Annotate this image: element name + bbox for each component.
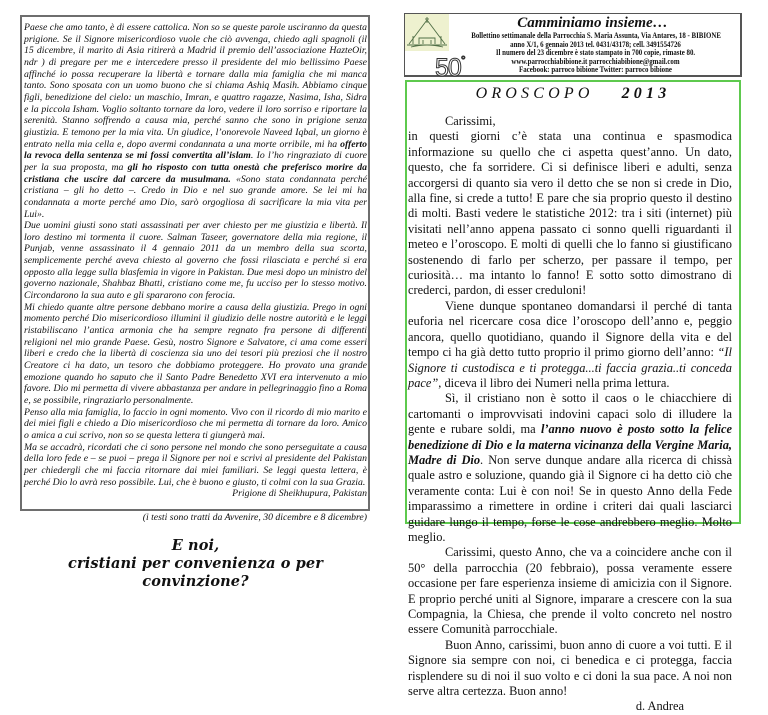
- quoted-text: “Il Signore ti custodisca e ti protegga...ti faccia grazia..ti conceda pace”: [408, 345, 732, 390]
- letter-paragraph: [24, 302, 367, 407]
- bulletin-info-line: Bollettino settimanale della Parrocchia S. Maria Assunta, Via Antares, 18 - BIBIONE: [471, 31, 721, 40]
- article-title: [407, 85, 739, 103]
- text-run: in questi giorni c’è stata una continua e spasmodica informazione su quello che ci aspetta quest’anno. Un dato, questo, che fa sorridere. Ci si definisce liberi e adulti, senza accorgersi di quanto sia vero il detto che se non si crede in Dio, alla fine, si crede a tutto! E pare che sia proprio questo il destino di molti. Basti vedere le statistiche 2012: tra i siti (internet) più visitati nell’anno appena passato ci sonno quelli riguardanti il meteo e l’oroscopo. E molti di quelli che lo fanno si giustificano sostenendo di farlo per scherzo, per passare il tempo, per curiosità… ma intanto lo fanno! E sotto sotto dimostrano di crederci, pardon, di esser creduloni!: [408, 129, 732, 298]
- letter-box: [20, 15, 370, 590]
- bulletin-info-line: anno X/1, 6 gennaio 2013 tel. 0431/43178; cell. 3491554726: [510, 39, 681, 49]
- emphasized-text: offerto la revoca della sentenza se mi fossi convertita all’islam: [24, 138, 367, 162]
- article-paragraph: [408, 129, 732, 298]
- church-logo-icon: [405, 14, 449, 51]
- text-run: Buon Anno, carissimi, buon anno di cuore a voi tutti. E il Signore sia sempre con noi, ci benedica e ci protegga, faccia risplendere su di noi il suo volto e ci doni la sua pace. A noi non serve altra certezza. Buon anno!: [408, 637, 732, 699]
- article-signature: d. Andrea: [635, 699, 684, 714]
- bulletin-header: [404, 13, 742, 82]
- emphasized-text: gli ho risposto con tutta onestà che preferisco morire da cristiana che uscire dal carcere da musulmana.: [24, 161, 367, 185]
- article-title-word: OROSCOPO: [475, 85, 594, 102]
- text-run: Due uomini giusti sono stati assassinati per aver chiesto per me giustizia e libertà. Il loro destino mi tormenta il cuore. Salman Taseer, governatore della mia regione, il Punjab, venne assassinato il 4 gennaio 2011 da un membro della sua scorta, semplicemente perché aveva chiesto al governo che fossi rilasciata e perché si era opposto alla legge sulla blasfemia in vigore in Pakistan. Due mesi dopo un ministro del governo nazionale, Shahbaz Bhatti, cristiano come me, fu ucciso per lo stesso motivo. Circondarono la sua auto e gli spararono con ferocia.: [24, 220, 367, 302]
- text-run: . Non serve dunque andare alla ricerca di chissà quale astro e soluzione, quando già il Signore ci ha detto ciò che veramente conta: Lui è con noi! Se in questo Anno della Fede imparassimo a rimettere in ordine i criteri dai quali lasciarci guidare lungo il tempo, forse le cose andrebbero meglio. Molto meglio.: [408, 452, 732, 544]
- bulletin-website-line: www.parrocchiabibione.it parrocchiabibione@gmail.com: [511, 56, 680, 66]
- letter-paragraph: [24, 220, 367, 302]
- letter-paragraph: [24, 22, 367, 220]
- article-paragraph: [408, 545, 732, 637]
- article-paragraph: [408, 638, 732, 700]
- letter-body: [24, 17, 367, 488]
- emphasized-text: l’anno nuovo è posto sotto la felice benedizione di Dio e la materna vicinanza della Vergine Maria, Madre di Dio: [408, 422, 732, 467]
- bulletin-title: Camminiamo insieme…: [517, 15, 668, 31]
- anniversary-degree: °: [460, 53, 465, 67]
- article-year: 2013: [621, 85, 671, 102]
- text-run: Carissimi,: [445, 114, 496, 128]
- text-run: . Io l’ho ringraziato di cuore per la sua proposta, ma: [24, 150, 367, 173]
- bulletin-info-line: Il numero del 23 dicembre è stato stampato in 700 copie, rimaste 80.: [495, 48, 696, 58]
- bulletin-info: [451, 32, 740, 75]
- closing-question: [24, 537, 367, 591]
- article-body: [408, 114, 732, 715]
- article-paragraph: [408, 114, 732, 129]
- closing-line-1: E noi,: [171, 536, 220, 554]
- text-run: , diceva il libro dei Numeri nella prima lettura.: [438, 375, 670, 390]
- letter-paragraph: [24, 407, 367, 442]
- text-run: Viene dunque spontaneo domandarsi il perché di tanta euforia nel ricercare cosa dice l’oroscopo dell’anno e, peggio ancora, quello quotidiano, quando il Signore della vita e del tempo ci ha già detto tutto proprio il primo giorno dell’anno:: [408, 298, 732, 360]
- article-paragraph: [408, 391, 732, 545]
- closing-line-2: cristiani per convenienza o per convinzione?: [68, 554, 323, 590]
- anniversary-number: 50: [435, 54, 461, 82]
- text-run: «Sono stata condannata perché cristiana – gli ho detto –. Credo in Dio e nel suo grande amore. Se lei mi ha condannata a morte perché amo Dio, sarò orgogliosa di sacrificare la mia vita per Lui».: [24, 173, 367, 220]
- letter-signature: Prigione di Sheikhupura, Pakistan: [232, 488, 367, 500]
- article-paragraph: [408, 299, 732, 391]
- text-run: Carissimi, questo Anno, che va a coincidere anche con il 50° della parrocchia (20 febbraio), possa veramente essere occasione per fare esperienza insieme di amicizia con il Signore. E proprio perché uniti al Signore, imparare a crescere con la sua Compagnia, la Chiesa, che prende il volto concreto nel nostro essere Comunità parrocchiale.: [408, 545, 732, 637]
- bulletin-social-line: Facebook: parroco bibione Twitter: parroco bibione: [519, 65, 672, 75]
- text-run: Sì, il cristiano non è sotto il caos o le chiacchiere di cartomanti o improvvisati indovini capaci solo di illudere la gente e rubare soldi, ma: [408, 391, 732, 437]
- text-run: Paese che amo tanto, è di essere cattolica. Non so se queste parole usciranno da questa prigione. Se il Signore misericordioso vuole che ciò avvenga, chiedo agli spagnoli (il 15 dicembre, il marito di Asia ritirerà a Madrid il premio dell’associazione HazteOir, ndr ) di pregare per me e intercedere presso il presidente del mio bellissimo Paese affinché io possa recuperare la libertà e tornare dalla mia famiglia che mi manca tanto. Sono sposata con un uomo buono che si chiama Ashiq Masih. Abbiamo cinque figli, benedizione del cielo: un maschio, Imran, e quattro ragazze, Nasima, Isha, Sidra e la piccola Isham. Voglio soltanto tornare da loro, vedere il loro sorriso e riportare la serenità. Stanno soffrendo a causa mia, perché sanno che sono in prigione senza giustizia. E temono per la mia vita. Un giudice, l’onorevole Naveed Iqbal, un giorno è entrato nella mia cella e, dopo avermi condannata a una morte orribile, mi ha: [24, 22, 367, 150]
- text-run: Mi chiedo quante altre persone debbano morire a causa della giustizia. Prego in ogni momento perché Dio misericordioso illumini il giudizio delle nostre autorità e le leggi ristabiliscano l’antica armonia che ha sempre regnato fra persone di differenti religioni nel mio grande Paese. Gesù, nostro Signore e Salvatore, ci ama come esseri liberi e credo che la libertà di coscienza sia uno dei tesori più preziosi che il nostro Creatore ci ha dato, un tesoro che dobbiamo proteggere. Ho provato una grande emozione quando ho saputo che il Santo Padre Benedetto XVI era intervenuto a mio favore. Dio mi permetta di vivere abbastanza per andare in pellegrinaggio fino a Roma e, se possibile, ringraziarlo personalmente.: [24, 301, 367, 406]
- article-box: [405, 80, 741, 714]
- letter-paragraph: [24, 442, 367, 489]
- text-run: Penso alla mia famiglia, lo faccio in ogni momento. Vivo con il ricordo di mio marito e dei miei figli e chiedo a Dio misericordioso che mi permetta di tornare da loro. Amico o amica a cui scrivo, non so se questa lettera ti giungerà mai.: [24, 406, 367, 441]
- letter-source: (i testi sono tratti da Avvenire, 30 dicembre e 8 dicembre): [142, 511, 367, 523]
- text-run: Ma se accadrà, ricordati che ci sono persone nel mondo che sono perseguitate a causa della loro fede e – se puoi – prega il Signore per noi e scrivi al presidente del Pakistan per chiedergli che mi faccia ritornare dai miei familiari. Se leggi questa lettera, è perché Dio lo avrà reso possibile. Lui, che è buono e giusto, ti colmi con la sua Grazia.: [24, 441, 367, 488]
